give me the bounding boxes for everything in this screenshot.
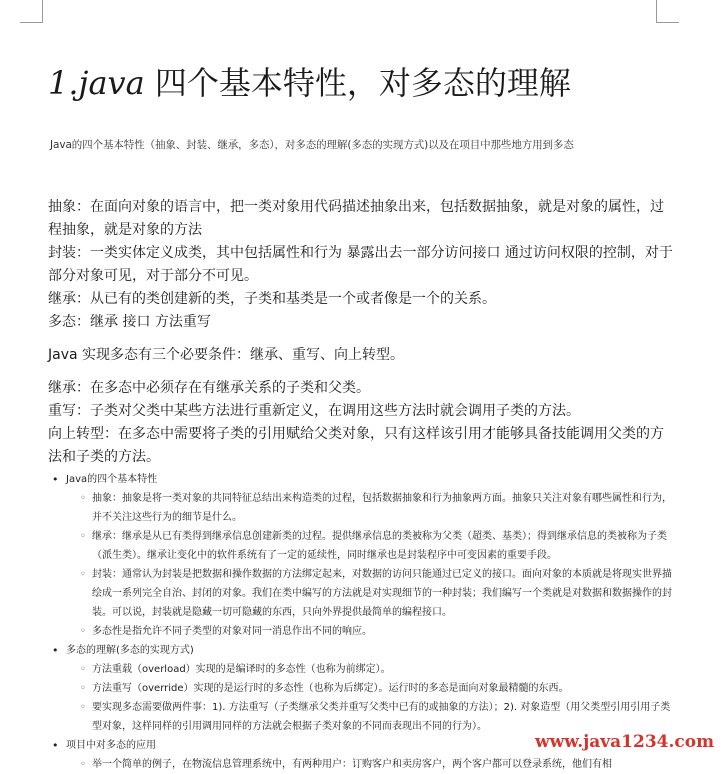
list-item: ◦ 要实现多态需要做两件事：1). 方法重写（子类继承父类并重写父类中已有的或抽象的方法）；2). 对象造型（用父类型引用引用子类型对象，这样同样的引用调用同样的方法就会根据子类对象的不同而表现出不同的行为）。 <box>80 698 672 736</box>
list-item: ◦ 封装：通常认为封装是把数据和操作数据的方法绑定起来，对数据的访问只能通过已定义的接口。面向对象的本质就是将现实世界描绘成一系列完全自治、封闭的对象。我们在类中编写的方法就是对实现细节的一种封装；我们编写一个类就是对数据和数据操作的封装。可以说，封装就是隐藏一切可隐藏的东西，只向外界提供最简单的编程接口。 <box>80 565 672 622</box>
body-text <box>48 196 674 469</box>
list-section-title: Java的四个基本特性 <box>66 474 158 485</box>
page-corner-mark-left <box>20 0 43 23</box>
paragraph-abstraction: 抽象：在面向对象的语言中，把一类对象用代码描述抽象出来，包括数据抽象，就是对象的属性，过程抽象，就是对象的方法 <box>48 199 664 238</box>
paragraph-condition-override: 重写：子类对父类中某些方法进行重新定义，在调用这些方法时就会调用子类的方法。 <box>48 403 580 419</box>
list-section-polymorphism <box>52 641 672 736</box>
paragraph-condition-inheritance: 继承：在多态中必须存在有继承关系的子类和父类。 <box>48 380 370 396</box>
watermark-text: www.java1234.com <box>535 732 715 752</box>
list-item: ◦ 抽象：抽象是将一类对象的共同特征总结出来构造类的过程，包括数据抽象和行为抽象两方面。抽象只关注对象有哪些属性和行为，并不关注这些行为的细节是什么。 <box>80 489 672 527</box>
list-section-title: 多态的理解(多态的实现方式) <box>66 645 194 656</box>
list-item: ◦ 方法重载（overload）实现的是编译时的多态性（也称为前绑定）。 <box>80 660 672 679</box>
list-item: ◦ 多态性是指允许不同子类型的对象对同一消息作出不同的响应。 <box>80 622 672 641</box>
list-section-title: 项目中对多态的应用 <box>66 740 156 751</box>
paragraph-inheritance: 继承：从已有的类创建新的类，子类和基类是一个或者像是一个的关系。 <box>48 291 496 307</box>
page-title <box>48 58 571 104</box>
list-item: ◦ 方法重写（override）实现的是运行时的多态性（也称为后绑定）。运行时的多态是面向对象最精髓的东西。 <box>80 679 672 698</box>
paragraph-condition-upcast: 向上转型：在多态中需要将子类的引用赋给父类对象，只有这样该引用才能够具备技能调用父类的方法和子类的方法。 <box>48 426 664 465</box>
list-item: ◦ 继承：继承是从已有类得到继承信息创建新类的过程。提供继承信息的类被称为父类（超类、基类）；得到继承信息的类被称为子类（派生类）。继承让变化中的软件系统有了一定的延续性，同时继承也是封装程序中可变因素的重要手段。 <box>80 527 672 565</box>
list-section-features <box>52 470 672 641</box>
paragraph-conditions: Java 实现多态有三个必要条件：继承、重写、向上转型。 <box>48 347 405 363</box>
list-item: ◦ 举一个简单的例子，在物流信息管理系统中，有两种用户：订购客户和卖房客户，两个客户都可以登录系统，他们有相 <box>80 755 672 774</box>
title-number: 1.java <box>48 64 145 102</box>
title-text: 四个基本特性，对多态的理解 <box>144 64 571 102</box>
page-subtitle: Java的四个基本特性（抽象、封装、继承，多态），对多态的理解(多态的实现方式)以及在项目中那些地方用到多态 <box>50 139 574 151</box>
bullet-list <box>52 470 672 774</box>
page-corner-mark-right <box>656 0 679 23</box>
paragraph-polymorphism: 多态：继承 接口 方法重写 <box>48 314 211 330</box>
paragraph-encapsulation: 封装：一类实体定义成类，其中包括属性和行为 暴露出去一部分访问接口 通过访问权限的控制，对于部分对象可见，对于部分不可见。 <box>48 245 673 284</box>
